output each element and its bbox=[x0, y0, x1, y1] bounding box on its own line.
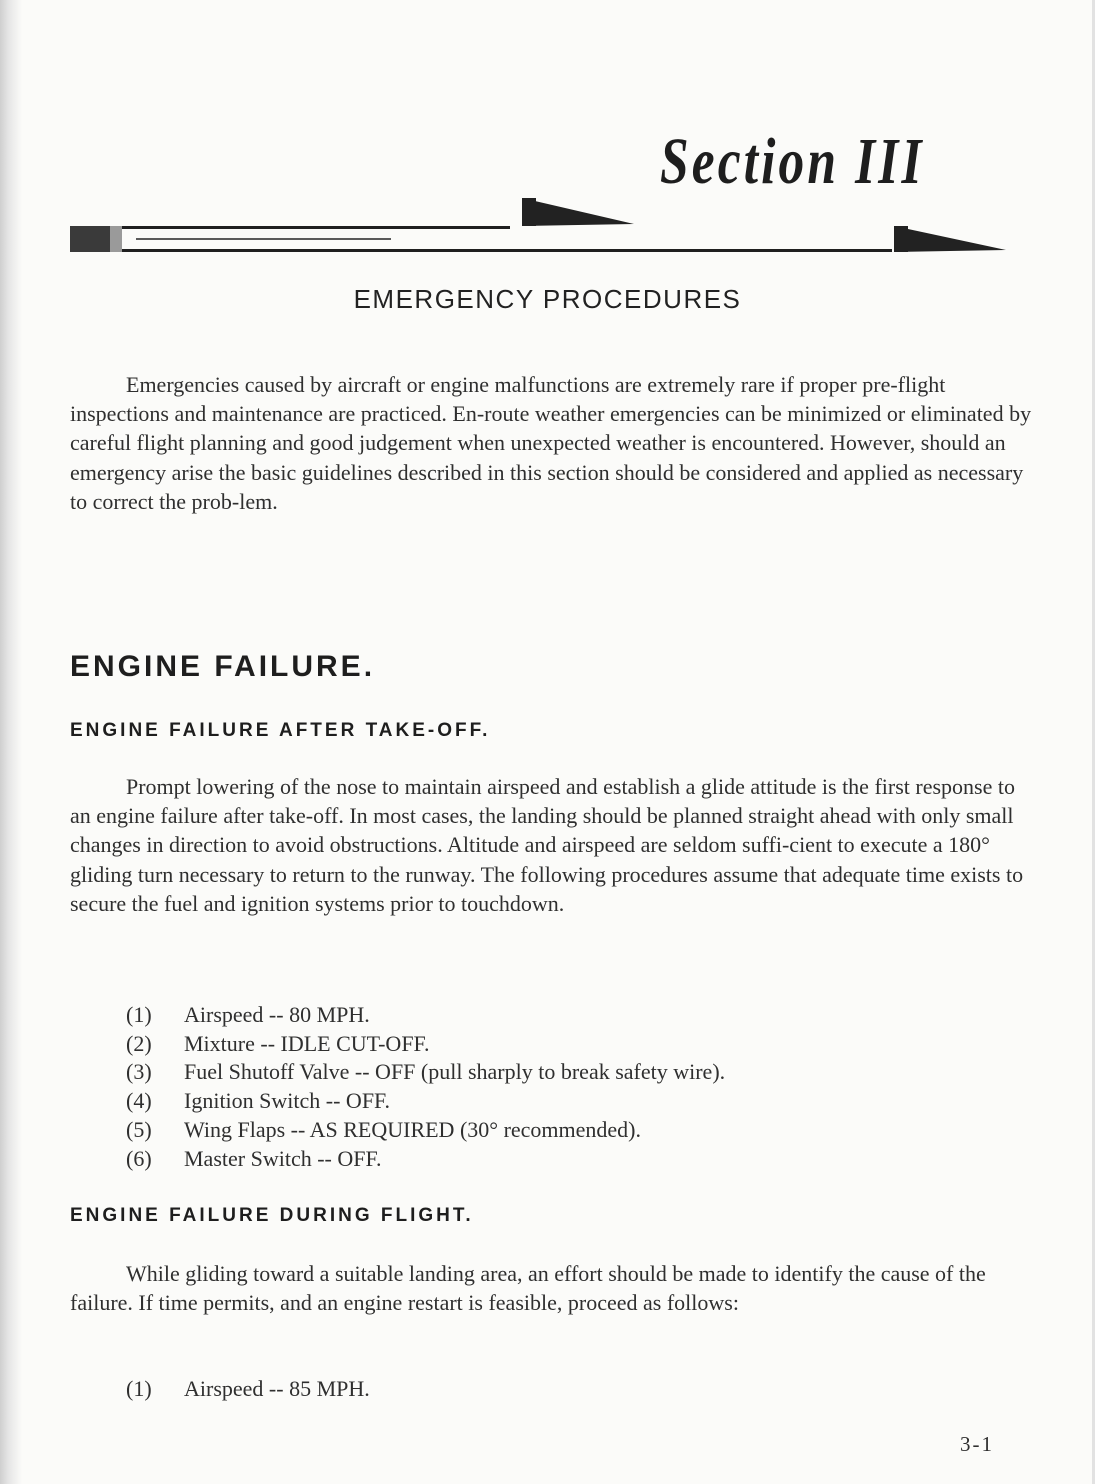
list-item: (6) Master Switch -- OFF. bbox=[126, 1145, 382, 1171]
during-flight-heading: ENGINE FAILURE DURING FLIGHT. bbox=[70, 1205, 474, 1226]
after-takeoff-heading: ENGINE FAILURE AFTER TAKE-OFF. bbox=[70, 720, 491, 741]
list-item: (5) Wing Flaps -- AS REQUIRED (30° recommended). bbox=[126, 1116, 642, 1142]
rule-line-top bbox=[122, 226, 510, 229]
during-flight-paragraph bbox=[70, 1259, 1032, 1317]
arrow-lower-icon bbox=[894, 226, 1006, 252]
intro-text: Emergencies caused by aircraft or engine malfunctions are extremely rare if proper pre-flight inspections and maintenance are practiced. En-route weather emergencies can be minimized or eliminated by careful flight planning and good judgement when unexpected weather is encountered. However, should an emergency arise the basic guidelines described in this section should be considered and applied as necessary to correct the prob-lem. bbox=[70, 372, 1032, 514]
page-binding-shadow bbox=[0, 0, 22, 1484]
rule-block-dark bbox=[70, 226, 110, 252]
section-title: Section III bbox=[660, 125, 925, 198]
arrow-upper-icon bbox=[522, 198, 634, 226]
rule-block-light bbox=[110, 226, 122, 252]
after-takeoff-text: Prompt lowering of the nose to maintain airspeed and establish a glide attitude is the first response to an engine failure after take-off. In most cases, the landing should be planned straight ahead with only small changes in direction to avoid obstructions. Altitude and airspeed are seldom suffi-cient to execute a 180° gliding turn necessary to return to the runway. The following procedures assume that adequate time exists to secure the fuel and ignition systems prior to touchdown. bbox=[70, 774, 1024, 916]
engine-failure-heading: ENGINE FAILURE. bbox=[70, 650, 376, 683]
list-item: (2) Mixture -- IDLE CUT-OFF. bbox=[126, 1030, 430, 1056]
list-item: (3) Fuel Shutoff Valve -- OFF (pull sharply to break safety wire). bbox=[126, 1059, 726, 1085]
after-takeoff-steps bbox=[126, 1001, 725, 1173]
rule-line-bottom bbox=[122, 249, 892, 252]
during-flight-steps bbox=[126, 1375, 370, 1404]
page-number: 3-1 bbox=[960, 1432, 994, 1456]
list-item: (4) Ignition Switch -- OFF. bbox=[126, 1088, 391, 1114]
list-item: (1) Airspeed -- 85 MPH. bbox=[126, 1376, 370, 1401]
after-takeoff-paragraph bbox=[70, 772, 1032, 918]
during-flight-text: While gliding toward a suitable landing area, an effort should be made to identify the cause of the failure. If time permits, and an engine restart is feasible, proceed as follows: bbox=[70, 1261, 986, 1316]
chapter-title: EMERGENCY PROCEDURES bbox=[353, 284, 742, 314]
list-item: (1) Airspeed -- 80 MPH. bbox=[126, 1002, 370, 1027]
rule-line-thin bbox=[136, 238, 391, 240]
intro-paragraph bbox=[70, 370, 1032, 516]
